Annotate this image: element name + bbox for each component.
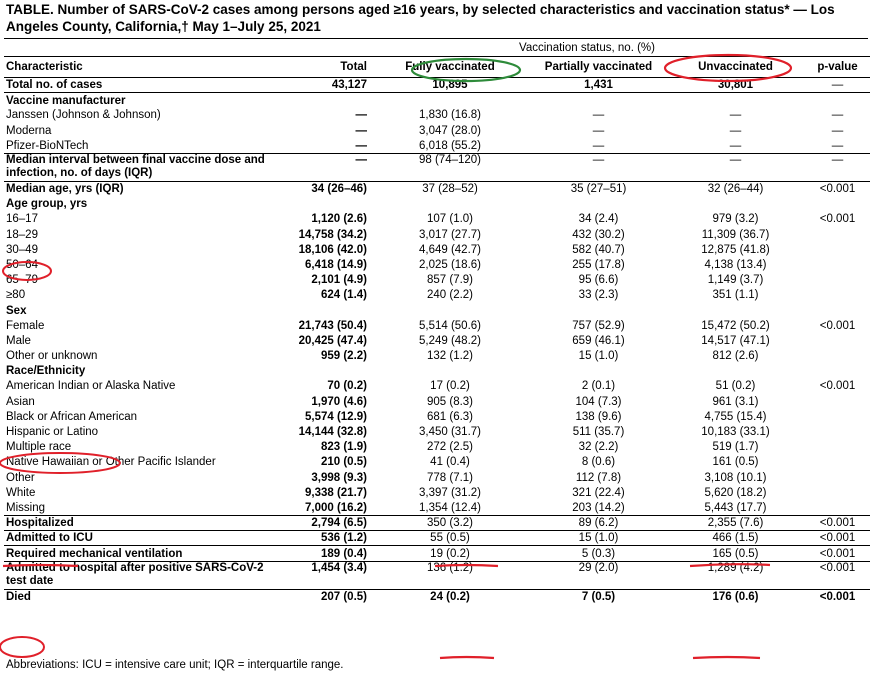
pvalue-cell — [805, 440, 870, 455]
fully-vaccinated-cell: 17 (0.2) — [430, 380, 470, 393]
partially-vaccinated-cell: 29 (2.0) — [578, 561, 619, 574]
unvaccinated-cell: 11,309 (36.7) — [701, 228, 770, 241]
fully-vaccinated-cell: 905 (8.3) — [426, 395, 474, 408]
unvaccinated-cell — [666, 93, 805, 108]
table-row — [4, 273, 870, 288]
unvaccinated-cell: 14,517 (47.1) — [701, 334, 770, 347]
pvalue-cell — [805, 485, 870, 500]
total-cell — [287, 93, 369, 108]
partially-vaccinated-cell: 757 (52.9) — [572, 319, 625, 332]
unvaccinated-cell: 3,108 (10.1) — [704, 471, 767, 484]
partially-vaccinated-cell: 15 (1.0) — [578, 532, 619, 545]
unvaccinated-cell — [666, 197, 805, 212]
partially-vaccinated-cell: 659 (46.1) — [572, 334, 625, 347]
red-circle-annotation-died — [0, 637, 44, 657]
fully-vaccinated-cell: 5,249 (48.2) — [418, 334, 481, 347]
partially-vaccinated-cell — [531, 93, 666, 108]
row-label: Native Hawaiian or Other Pacific Islander — [6, 456, 216, 469]
pvalue-cell — [805, 242, 870, 257]
fully-vaccinated-cell: 41 (0.4) — [430, 456, 470, 469]
pvalue-cell: <0.001 — [819, 380, 856, 393]
partially-vaccinated-cell: — — [592, 109, 605, 122]
table-row — [4, 589, 870, 604]
total-cell: 210 (0.5) — [320, 456, 367, 469]
data-table — [4, 40, 870, 604]
total-cell: 207 (0.5) — [320, 590, 367, 603]
partially-vaccinated-cell: 7 (0.5) — [581, 590, 616, 603]
total-cell: 14,144 (32.8) — [298, 426, 367, 439]
unvaccinated-cell: 979 (3.2) — [712, 213, 759, 226]
unvaccinated-cell: 1,289 (4.2) — [707, 561, 764, 574]
row-label: Missing — [6, 501, 45, 514]
unvaccinated-cell: 519 (1.7) — [712, 441, 759, 454]
unvaccinated-cell: 15,472 (50.2) — [701, 319, 770, 332]
fully-vaccinated-cell: 3,450 (31.7) — [418, 426, 481, 439]
pvalue-cell — [805, 455, 870, 470]
row-label: Other or unknown — [6, 350, 98, 363]
pvalue-cell — [805, 197, 870, 212]
fully-vaccinated-cell: 107 (1.0) — [426, 213, 474, 226]
pvalue-header: p-value — [817, 61, 858, 73]
fully-vaccinated-cell: 19 (0.2) — [430, 547, 470, 560]
table-row — [4, 470, 870, 485]
partially-vaccinated-header: Partially vaccinated — [544, 61, 653, 73]
partially-vaccinated-cell — [531, 197, 666, 212]
row-label: Other — [6, 471, 35, 484]
fully-vaccinated-cell: 1,354 (12.4) — [418, 501, 481, 514]
unvaccinated-cell: 10,183 (33.1) — [701, 426, 770, 439]
unvaccinated-cell: 30,801 — [717, 79, 754, 92]
row-label: Total no. of cases — [6, 79, 103, 92]
unvaccinated-cell: 351 (1.1) — [712, 289, 759, 302]
total-cell: 536 (1.2) — [320, 532, 367, 545]
fully-vaccinated-cell: 350 (3.2) — [426, 517, 474, 530]
row-label: Median age, yrs (IQR) — [6, 183, 124, 196]
unvaccinated-cell — [666, 364, 805, 379]
unvaccinated-cell: 812 (2.6) — [712, 350, 759, 363]
partially-vaccinated-cell: 255 (17.8) — [572, 258, 625, 271]
unvaccinated-cell: 2,355 (7.6) — [707, 517, 764, 530]
fully-vaccinated-cell: 4,649 (42.7) — [418, 243, 481, 256]
pvalue-cell — [805, 500, 870, 515]
abbreviations-note: Abbreviations: ICU = intensive care unit; IQR = interquartile range. — [6, 659, 344, 671]
section-row — [4, 303, 870, 318]
pvalue-cell: <0.001 — [819, 183, 856, 196]
table-title: TABLE. Number of SARS-CoV-2 cases among persons aged ≥16 years, by selected characteristics and vaccination status* — Los Angeles County, California,† May 1–July 25, 2021 — [6, 2, 835, 34]
total-cell: 34 (26–46) — [311, 183, 367, 196]
pvalue-cell: — — [831, 79, 844, 92]
pvalue-cell — [805, 409, 870, 424]
total-cell: 7,000 (16.2) — [304, 501, 367, 514]
row-label: Admitted to hospital after positive SARS-CoV-2 test date — [6, 562, 264, 588]
table-row — [4, 108, 870, 123]
row-label: Pfizer-BioNTech — [6, 139, 89, 152]
row-label: 30–49 — [6, 243, 38, 256]
table-row — [4, 379, 870, 394]
fully-vaccinated-cell: 55 (0.5) — [430, 532, 470, 545]
total-cell: 9,338 (21.7) — [304, 486, 367, 499]
table-row — [4, 500, 870, 515]
pvalue-cell — [805, 273, 870, 288]
pvalue-cell — [805, 333, 870, 348]
partially-vaccinated-cell: 89 (6.2) — [578, 517, 619, 530]
partially-vaccinated-cell: 95 (6.6) — [578, 274, 619, 287]
total-cell: 43,127 — [331, 79, 367, 92]
unvaccinated-cell: 5,620 (18.2) — [704, 486, 767, 499]
pvalue-cell — [805, 227, 870, 242]
row-label: Hispanic or Latino — [6, 426, 99, 439]
table-row — [4, 440, 870, 455]
row-label: 16–17 — [6, 213, 38, 226]
unvaccinated-cell: — — [729, 124, 742, 137]
table-row — [4, 516, 870, 531]
characteristic-header: Characteristic — [6, 61, 83, 73]
total-cell: — — [355, 153, 367, 166]
fully-vaccinated-cell — [369, 93, 531, 108]
partially-vaccinated-cell: 32 (2.2) — [578, 441, 619, 454]
fully-vaccinated-cell: 778 (7.1) — [426, 471, 474, 484]
fully-vaccinated-cell: 3,397 (31.2) — [418, 486, 481, 499]
pvalue-cell: <0.001 — [819, 590, 856, 603]
total-cell: 1,454 (3.4) — [311, 561, 367, 574]
fully-vaccinated-cell: 136 (1.2) — [426, 561, 474, 574]
total-cell: 70 (0.2) — [327, 380, 367, 393]
section-label: Vaccine manufacturer — [6, 94, 126, 107]
row-label: Required mechanical ventilation — [6, 547, 183, 560]
unvaccinated-cell: — — [729, 153, 742, 166]
unvaccinated-cell: 165 (0.5) — [712, 547, 759, 560]
row-label: Janssen (Johnson & Johnson) — [6, 109, 161, 122]
partially-vaccinated-cell: 203 (14.2) — [572, 501, 625, 514]
total-cell: 2,794 (6.5) — [311, 517, 367, 530]
total-cell: — — [355, 139, 367, 152]
partially-vaccinated-cell: 1,431 — [584, 79, 613, 92]
row-label: American Indian or Alaska Native — [6, 380, 176, 393]
total-cell: — — [355, 124, 367, 137]
table-row — [4, 138, 870, 153]
table-row — [4, 546, 870, 561]
pvalue-cell: <0.001 — [819, 517, 856, 530]
table-row — [4, 212, 870, 227]
row-label: Asian — [6, 395, 35, 408]
pvalue-cell: <0.001 — [819, 319, 856, 332]
section-row — [4, 93, 870, 108]
vaccination-status-header: Vaccination status, no. (%) — [519, 42, 655, 54]
unvaccinated-cell: — — [729, 109, 742, 122]
row-label: Median interval between final vaccine dose and infection, no. of days (IQR) — [6, 154, 265, 180]
fully-vaccinated-cell: 1,830 (16.8) — [418, 109, 481, 122]
partially-vaccinated-cell: — — [592, 124, 605, 137]
row-label: Black or African American — [6, 410, 138, 423]
total-cell: 14,758 (34.2) — [298, 228, 367, 241]
total-cell: 1,970 (4.6) — [311, 395, 367, 408]
total-cell: 18,106 (42.0) — [298, 243, 367, 256]
partially-vaccinated-cell: 321 (22.4) — [572, 486, 625, 499]
row-label: Female — [6, 319, 45, 332]
total-cell: 21,743 (50.4) — [298, 319, 367, 332]
fully-vaccinated-cell: 37 (28–52) — [422, 183, 478, 196]
pvalue-cell: <0.001 — [819, 213, 856, 226]
total-cell — [287, 303, 369, 318]
row-label: 65–79 — [6, 274, 38, 287]
total-cell: 823 (1.9) — [320, 441, 367, 454]
pvalue-cell — [805, 424, 870, 439]
unvaccinated-cell — [666, 303, 805, 318]
total-header: Total — [340, 61, 367, 73]
fully-vaccinated-cell: 132 (1.2) — [426, 350, 474, 363]
fully-vaccinated-cell: 6,018 (55.2) — [418, 139, 481, 152]
table-row — [4, 181, 870, 196]
table-row — [4, 153, 870, 181]
unvaccinated-cell: 5,443 (17.7) — [704, 501, 767, 514]
row-label: Moderna — [6, 124, 52, 137]
pvalue-cell — [805, 349, 870, 364]
partially-vaccinated-cell — [531, 303, 666, 318]
total-cell: 5,574 (12.9) — [304, 410, 367, 423]
section-row — [4, 197, 870, 212]
unvaccinated-cell: 466 (1.5) — [712, 532, 759, 545]
pvalue-cell: <0.001 — [819, 547, 856, 560]
fully-vaccinated-cell: 272 (2.5) — [426, 441, 474, 454]
partially-vaccinated-cell: 35 (27–51) — [570, 183, 627, 196]
section-label: Race/Ethnicity — [6, 365, 86, 378]
fully-vaccinated-cell — [369, 197, 531, 212]
pvalue-cell: — — [831, 153, 844, 166]
partially-vaccinated-cell: 104 (7.3) — [575, 395, 622, 408]
total-cell: 624 (1.4) — [320, 289, 367, 302]
fully-vaccinated-cell: 98 (74–120) — [418, 153, 482, 166]
unvaccinated-cell: 12,875 (41.8) — [701, 243, 770, 256]
table-row — [4, 455, 870, 470]
unvaccinated-cell: 961 (3.1) — [712, 395, 759, 408]
partially-vaccinated-cell: — — [592, 139, 605, 152]
fully-vaccinated-cell: 3,017 (27.7) — [418, 228, 481, 241]
partially-vaccinated-cell: 33 (2.3) — [578, 289, 619, 302]
pvalue-cell — [805, 303, 870, 318]
total-cell: 20,425 (47.4) — [298, 334, 367, 347]
fully-vaccinated-header: Fully vaccinated — [405, 61, 495, 73]
partially-vaccinated-cell: — — [592, 153, 605, 166]
red-underline-fully-died — [440, 657, 494, 658]
row-label: Multiple race — [6, 441, 72, 454]
table-row — [4, 531, 870, 546]
partially-vaccinated-cell: 138 (9.6) — [575, 410, 622, 423]
pvalue-cell — [805, 394, 870, 409]
unvaccinated-header: Unvaccinated — [698, 61, 773, 73]
fully-vaccinated-cell: 3,047 (28.0) — [418, 124, 481, 137]
partially-vaccinated-cell: 2 (0.1) — [581, 380, 616, 393]
row-label: Hospitalized — [6, 517, 74, 530]
table-row — [4, 242, 870, 257]
row-label: 50–64 — [6, 258, 38, 271]
unvaccinated-cell: 176 (0.6) — [712, 590, 759, 603]
fully-vaccinated-cell: 10,895 — [432, 79, 468, 92]
total-cell: 1,120 (2.6) — [311, 213, 367, 226]
fully-vaccinated-cell — [369, 303, 531, 318]
fully-vaccinated-cell: 857 (7.9) — [426, 274, 474, 287]
partially-vaccinated-cell: 34 (2.4) — [578, 213, 619, 226]
unvaccinated-cell: 1,149 (3.7) — [707, 274, 764, 287]
table-row — [4, 288, 870, 303]
table-row — [4, 394, 870, 409]
pvalue-cell — [805, 364, 870, 379]
partially-vaccinated-cell: 432 (30.2) — [572, 228, 625, 241]
partially-vaccinated-cell: 15 (1.0) — [578, 350, 619, 363]
table-row — [4, 257, 870, 272]
fully-vaccinated-cell: 240 (2.2) — [426, 289, 474, 302]
total-cell: — — [355, 109, 367, 122]
table-row — [4, 333, 870, 348]
partially-vaccinated-cell: 8 (0.6) — [581, 456, 616, 469]
pvalue-cell — [805, 470, 870, 485]
row-label: Died — [6, 590, 31, 603]
fully-vaccinated-cell — [369, 364, 531, 379]
partially-vaccinated-cell: 511 (35.7) — [572, 426, 625, 439]
partially-vaccinated-cell: 582 (40.7) — [572, 243, 625, 256]
pvalue-cell — [805, 288, 870, 303]
fully-vaccinated-cell: 5,514 (50.6) — [418, 319, 481, 332]
table-row — [4, 123, 870, 138]
section-label: Sex — [6, 304, 27, 317]
unvaccinated-cell: 4,755 (15.4) — [704, 410, 767, 423]
pvalue-cell — [805, 257, 870, 272]
row-label: White — [6, 486, 36, 499]
row-label: 18–29 — [6, 228, 38, 241]
table-row — [4, 424, 870, 439]
top-rule — [4, 38, 868, 39]
row-label: Male — [6, 334, 31, 347]
unvaccinated-cell: 4,138 (13.4) — [704, 258, 767, 271]
partially-vaccinated-cell: 5 (0.3) — [581, 547, 616, 560]
row-label: Admitted to ICU — [6, 532, 93, 545]
table-row — [4, 485, 870, 500]
total-cell: 3,998 (9.3) — [311, 471, 367, 484]
total-cell — [287, 197, 369, 212]
pvalue-cell: — — [831, 139, 844, 152]
table-row — [4, 561, 870, 589]
partially-vaccinated-cell: 112 (7.8) — [575, 471, 622, 484]
total-cell: 6,418 (14.9) — [304, 258, 367, 271]
pvalue-cell — [805, 93, 870, 108]
fully-vaccinated-cell: 2,025 (18.6) — [418, 258, 481, 271]
pvalue-cell: <0.001 — [819, 561, 856, 574]
fully-vaccinated-cell: 681 (6.3) — [426, 410, 474, 423]
pvalue-cell: — — [831, 109, 844, 122]
table-row — [4, 318, 870, 333]
partially-vaccinated-cell — [531, 364, 666, 379]
section-label: Age group, yrs — [6, 198, 88, 211]
red-underline-unvacc-died — [693, 657, 760, 658]
total-cell: 959 (2.2) — [320, 350, 367, 363]
table-row — [4, 78, 870, 93]
table-row — [4, 349, 870, 364]
fully-vaccinated-cell: 24 (0.2) — [430, 590, 470, 603]
unvaccinated-cell: 161 (0.5) — [712, 456, 759, 469]
pvalue-cell: <0.001 — [819, 532, 856, 545]
total-cell — [287, 364, 369, 379]
table-row — [4, 227, 870, 242]
table-row — [4, 409, 870, 424]
total-cell: 2,101 (4.9) — [311, 274, 367, 287]
section-row — [4, 364, 870, 379]
pvalue-cell: — — [831, 124, 844, 137]
unvaccinated-cell: 32 (26–44) — [707, 183, 764, 196]
unvaccinated-cell: 51 (0.2) — [715, 380, 756, 393]
total-cell: 189 (0.4) — [320, 547, 367, 560]
row-label: ≥80 — [6, 289, 26, 302]
unvaccinated-cell: — — [729, 139, 742, 152]
